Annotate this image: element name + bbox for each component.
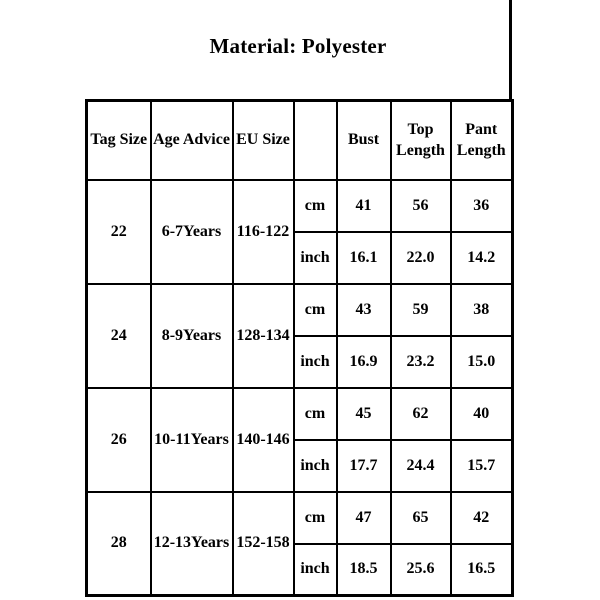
header-top-length: Top Length <box>391 101 451 180</box>
table-row-size-24-cm <box>87 284 513 336</box>
bust-cm-cell: 45 <box>337 388 391 440</box>
top-length-cm-cell: 65 <box>391 492 451 544</box>
age-advice-cell: 10-11Years <box>151 388 233 492</box>
top-length-inch-cell: 25.6 <box>391 544 451 596</box>
header-eu-size: EU Size <box>233 101 294 180</box>
header-pant-length: Pant Length <box>451 101 513 180</box>
bust-inch-cell: 18.5 <box>337 544 391 596</box>
age-advice-cell: 8-9Years <box>151 284 233 388</box>
tag-size-cell: 28 <box>87 492 151 596</box>
pant-length-inch-cell: 16.5 <box>451 544 513 596</box>
unit-cell-inch: inch <box>294 544 337 596</box>
unit-cell-cm: cm <box>294 492 337 544</box>
pant-length-inch-cell: 15.0 <box>451 336 513 388</box>
unit-cell-inch: inch <box>294 232 337 284</box>
top-length-cm-cell: 56 <box>391 180 451 232</box>
age-advice-cell: 12-13Years <box>151 492 233 596</box>
eu-size-cell: 140-146 <box>233 388 294 492</box>
pant-length-cm-cell: 42 <box>451 492 513 544</box>
unit-cell-cm: cm <box>294 388 337 440</box>
pant-length-cm-cell: 38 <box>451 284 513 336</box>
outer-frame-right-border <box>509 0 512 101</box>
header-tag-size: Tag Size <box>87 101 151 180</box>
size-table <box>85 99 514 597</box>
material-title: Material: Polyester <box>209 34 387 58</box>
bust-inch-cell: 16.1 <box>337 232 391 284</box>
bust-cm-cell: 43 <box>337 284 391 336</box>
top-length-inch-cell: 24.4 <box>391 440 451 492</box>
bust-cm-cell: 41 <box>337 180 391 232</box>
table-header-row <box>87 101 513 180</box>
bust-inch-cell: 16.9 <box>337 336 391 388</box>
table-row-size-28-cm <box>87 492 513 544</box>
unit-cell-inch: inch <box>294 336 337 388</box>
header-unit-empty <box>294 101 337 180</box>
pant-length-inch-cell: 14.2 <box>451 232 513 284</box>
unit-cell-cm: cm <box>294 284 337 336</box>
eu-size-cell: 128-134 <box>233 284 294 388</box>
pant-length-cm-cell: 40 <box>451 388 513 440</box>
eu-size-cell: 116-122 <box>233 180 294 284</box>
tag-size-cell: 22 <box>87 180 151 284</box>
age-advice-cell: 6-7Years <box>151 180 233 284</box>
bust-inch-cell: 17.7 <box>337 440 391 492</box>
unit-cell-cm: cm <box>294 180 337 232</box>
tag-size-cell: 26 <box>87 388 151 492</box>
eu-size-cell: 152-158 <box>233 492 294 596</box>
table-row-size-26-cm <box>87 388 513 440</box>
unit-cell-inch: inch <box>294 440 337 492</box>
pant-length-inch-cell: 15.7 <box>451 440 513 492</box>
header-age-advice: Age Advice <box>151 101 233 180</box>
top-length-inch-cell: 23.2 <box>391 336 451 388</box>
table-row-size-22-cm <box>87 180 513 232</box>
bust-cm-cell: 47 <box>337 492 391 544</box>
tag-size-cell: 24 <box>87 284 151 388</box>
top-length-cm-cell: 62 <box>391 388 451 440</box>
top-length-cm-cell: 59 <box>391 284 451 336</box>
pant-length-cm-cell: 36 <box>451 180 513 232</box>
top-length-inch-cell: 22.0 <box>391 232 451 284</box>
header-bust: Bust <box>337 101 391 180</box>
